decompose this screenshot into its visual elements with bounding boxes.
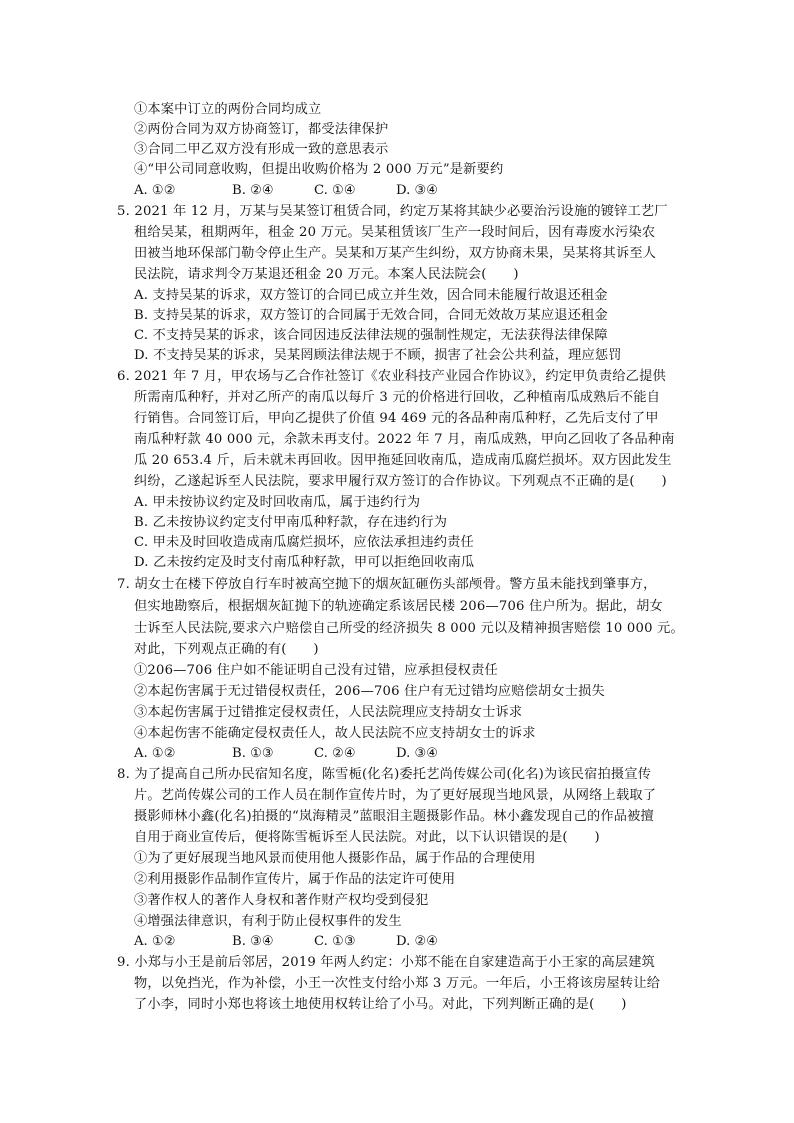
q9-stem-line-1: 9. 小郑与小王是前后邻居，2019 年两人约定：小郑不能在自家建造高于小王家的高层建筑 bbox=[117, 955, 656, 970]
q7-statement-1: ①206—706 住户如不能证明自己没有过错，应承担侵权责任 bbox=[134, 663, 498, 678]
q4-option-b: B. ②④ bbox=[232, 183, 274, 198]
q8-statement-1: ①为了更好展现当地风景而使用他人摄影作品，属于作品的合理使用 bbox=[134, 851, 536, 866]
q6-stem-line-3: 行销售。合同签订后，甲向乙提供了价值 94 469 元的各品种南瓜种籽，乙先后支付了甲 bbox=[134, 411, 659, 426]
q9-stem-line-3: 了小李，同时小郑也将该土地使用权转让给了小马。对此，下列判断正确的是( ) bbox=[134, 997, 627, 1012]
q5-option-c: C. 不支持吴某的诉求，该合同因违反法律法规的强制性规定，无法获得法律保障 bbox=[134, 328, 608, 343]
q4-statement-4: ④“甲公司同意收购，但提出收购价格为 2 000 万元”是新要约 bbox=[134, 162, 504, 177]
q8-statement-2: ②利用摄影作品制作宣传片，属于作品的法定许可使用 bbox=[134, 872, 456, 887]
q5-option-d: D. 不支持吴某的诉求，吴某罔顾法律法规于不顾，损害了社会公共利益，理应惩罚 bbox=[134, 348, 622, 363]
q8-stem-line-3: 摄影师林小鑫(化名)拍摄的“岚海精灵”蓝眼泪主题摄影作品。林小鑫发现自己的作品被擅 bbox=[134, 809, 654, 824]
q7-option-a: A. ①② bbox=[134, 746, 176, 761]
q8-option-c: C. ①③ bbox=[314, 934, 356, 949]
q4-statement-2: ②两份合同为双方协商签订，都受法律保护 bbox=[134, 122, 389, 137]
q7-stem-line-3: 士诉至人民法院,要求六户赔偿自己所受的经济损失 8 000 元以及精神损害赔偿 10 000 元。 bbox=[134, 621, 684, 636]
q6-stem-line-2: 所需南瓜种籽，并对乙所产的南瓜以每斤 3 元的价格进行回收，乙种植南瓜成熟后不能自 bbox=[134, 390, 661, 405]
q4-option-d: D. ③④ bbox=[396, 183, 439, 198]
q5-option-a: A. 支持吴某的诉求，双方签订的合同已成立并生效，因合同未能履行故退还租金 bbox=[134, 288, 608, 303]
q4-statement-1: ①本案中订立的两份合同均成立 bbox=[134, 102, 322, 117]
q6-option-b: B. 乙未按协议约定支付甲南瓜种籽款，存在违约行为 bbox=[134, 515, 448, 530]
q7-option-c: C. ②④ bbox=[314, 746, 356, 761]
q6-stem-line-1: 6. 2021 年 7 月，甲农场与乙合作社签订《农业科技产业园合作协议》，约定甲负责给乙提供 bbox=[117, 369, 666, 384]
q4-option-a: A. ①② bbox=[134, 183, 176, 198]
q5-stem-line-4: 民法院，请求判令万某退还租金 20 万元。本案人民法院会( ) bbox=[134, 267, 519, 282]
q5-stem-line-1: 5. 2021 年 12 月，万某与吴某签订租赁合同，约定万某将其缺少必要治污设施的镀锌工艺厂 bbox=[117, 204, 668, 219]
q6-option-d: D. 乙未按约定及时支付南瓜种籽款，甲可以拒绝回收南瓜 bbox=[134, 555, 475, 570]
q8-stem-line-1: 8. 为了提高自己所办民宿知名度，陈雪栀(化名)委托艺尚传媒公司(化名)为该民宿拍摄宣传 bbox=[117, 767, 652, 782]
q8-stem-line-2: 片。艺尚传媒公司的工作人员在制作宣传片时，为了更好展现当地风景，从网络上载取了 bbox=[134, 788, 657, 803]
q7-option-d: D. ③④ bbox=[396, 746, 439, 761]
q7-stem-line-2: 但实地勘察后，根据烟灰缸抛下的轨迹确定系该居民楼 206—706 住户所为。据此，胡女 bbox=[134, 599, 663, 614]
q7-stem-line-1: 7. 胡女士在楼下停放自行车时被高空抛下的烟灰缸砸伤头部颅骨。警方虽未能找到肇事方， bbox=[117, 577, 657, 592]
q5-option-b: B. 支持吴某的诉求，双方签订的合同属于无效合同，合同无效故万某应退还租金 bbox=[134, 308, 608, 323]
q4-statement-3: ③合同二甲乙双方没有形成一致的意思表示 bbox=[134, 142, 389, 157]
q8-option-d: D. ②④ bbox=[396, 934, 439, 949]
q8-option-a: A. ①② bbox=[134, 934, 176, 949]
q7-option-b: B. ①③ bbox=[232, 746, 274, 761]
q7-statement-2: ②本起伤害属于无过错侵权责任，206—706 住户有无过错均应赔偿胡女士损失 bbox=[134, 684, 605, 699]
q7-stem-line-4: 对此，下列观点正确的有( ) bbox=[134, 642, 319, 657]
q5-stem-line-3: 田被当地环保部门勒令停止生产。吴某和万某产生纠纷，双方协商未果，吴某将其诉至人 bbox=[134, 246, 657, 261]
q8-statement-3: ③著作权人的著作人身权和著作财产权均受到侵犯 bbox=[134, 893, 429, 908]
q6-stem-line-5: 瓜 20 653.4 斤，后未就未再回收。因甲拖延回收南瓜，造成南瓜腐烂损坏。双方因此发生 bbox=[134, 453, 672, 468]
q8-stem-line-4: 自用于商业宣传后，便将陈雪栀诉至人民法院。对此，以下认识错误的是( ) bbox=[134, 830, 600, 845]
q7-statement-4: ④本起伤害不能确定侵权责任人，故人民法院不应支持胡女士的诉求 bbox=[134, 726, 536, 741]
q7-statement-3: ③本起伤害属于过错推定侵权责任，人民法院理应支持胡女士诉求 bbox=[134, 705, 523, 720]
q4-option-c: C. ①④ bbox=[314, 183, 356, 198]
q6-option-c: C. 甲未及时回收造成南瓜腐烂损坏，应依法承担违约责任 bbox=[134, 535, 474, 550]
q8-option-b: B. ③④ bbox=[232, 934, 274, 949]
q8-statement-4: ④增强法律意识，有利于防止侵权事件的发生 bbox=[134, 914, 402, 929]
q5-stem-line-2: 租给吴某，租期两年，租金 20 万元。吴某租赁该厂生产一段时间后，因有毒废水污染农 bbox=[134, 225, 656, 240]
q6-option-a: A. 甲未按协议约定及时回收南瓜，属于违约行为 bbox=[134, 495, 421, 510]
q6-stem-line-6: 纠纷，乙遂起诉至人民法院，要求甲履行双方签订的合作协议。下列观点不正确的是( ) bbox=[134, 474, 667, 489]
q6-stem-line-4: 南瓜种籽款 40 000 元，余款未再支付。2022 年 7 月，南瓜成熟，甲向乙回收了各品种南 bbox=[134, 432, 675, 447]
q9-stem-line-2: 物，以免挡光，作为补偿，小王一次性支付给小郑 3 万元。一年后，小王将该房屋转让给 bbox=[134, 976, 661, 991]
